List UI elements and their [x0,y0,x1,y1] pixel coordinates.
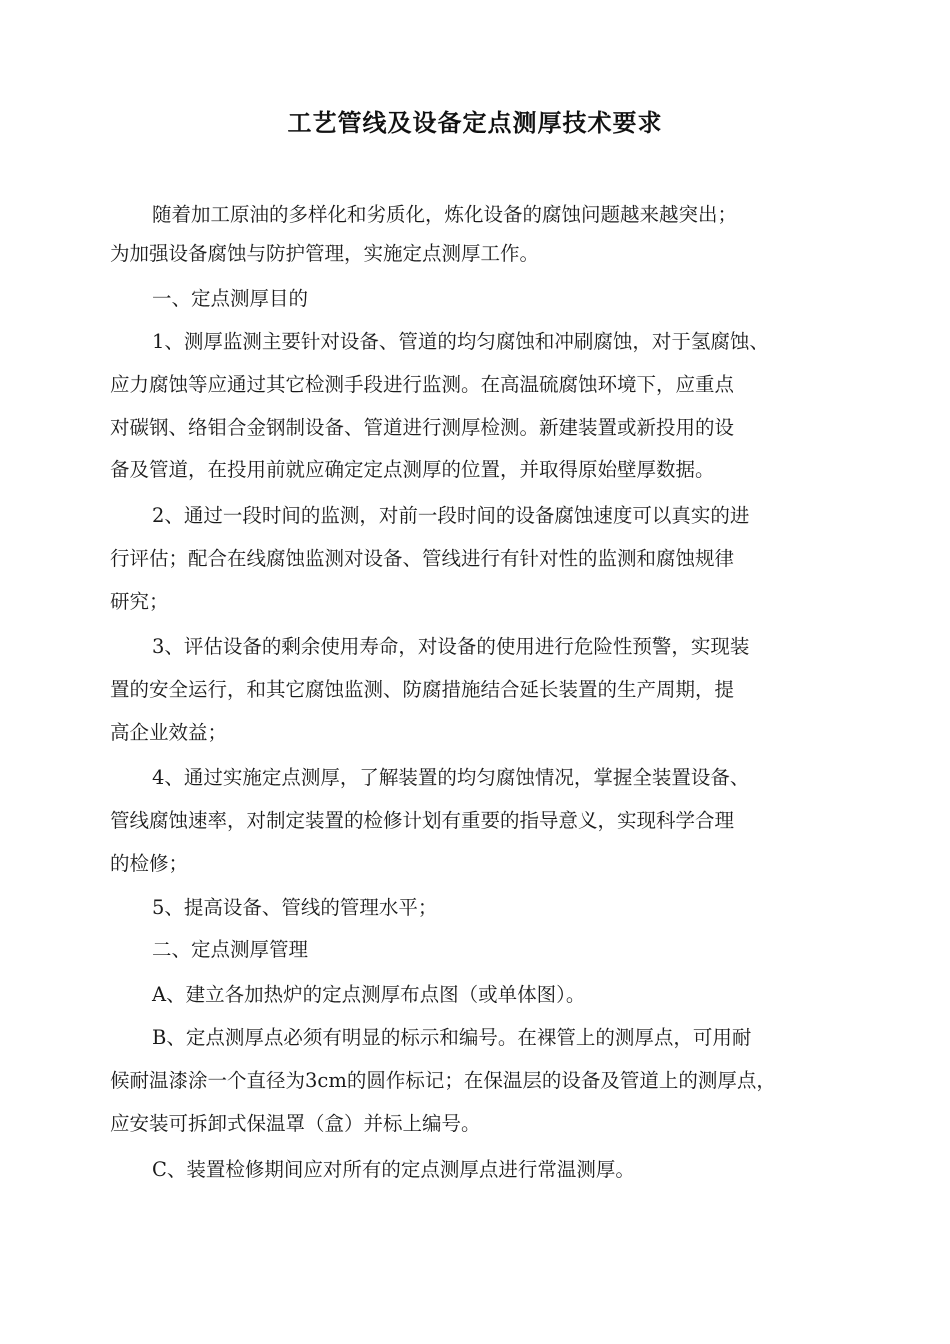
item-3-line-1: 3、评估设备的剩余使用寿命，对设备的使用进行危险性预警，实现装 [152,635,750,658]
item-1-line-2: 应力腐蚀等应通过其它检测手段进行监测。在高温硫腐蚀环境下，应重点 [110,373,735,396]
item-4-line-2: 管线腐蚀速率，对制定装置的检修计划有重要的指导意义，实现科学合理 [110,809,735,832]
item-c-line-1: C、装置检修期间应对所有的定点测厚点进行常温测厚。 [152,1158,635,1181]
item-a-line-1: A、建立各加热炉的定点测厚布点图（或单体图）。 [152,983,586,1006]
item-1-line-3: 对碳钢、络钼合金钢制设备、管道进行测厚检测。新建装置或新投用的设 [110,416,735,439]
item-2-line-3: 研究； [110,590,169,613]
item-1-line-1: 1、测厚监测主要针对设备、管道的均匀腐蚀和冲刷腐蚀，对于氢腐蚀、 [152,330,769,353]
item-4-line-3: 的检修； [110,852,189,875]
section-heading-purpose: 一、定点测厚目的 [152,287,309,310]
item-1-line-4: 备及管道，在投用前就应确定定点测厚的位置，并取得原始壁厚数据。 [110,458,715,481]
document-title: 工艺管线及设备定点测厚技术要求 [287,109,663,137]
item-b-line-3: 应安装可拆卸式保温罩（盒）并标上编号。 [110,1112,481,1135]
section-heading-management: 二、定点测厚管理 [152,938,309,961]
item-2-line-1: 2、通过一段时间的监测，对前一段时间的设备腐蚀速度可以真实的进 [152,504,750,527]
intro-line-2: 为加强设备腐蚀与防护管理，实施定点测厚工作。 [110,242,540,265]
item-b-line-1: B、定点测厚点必须有明显的标示和编号。在裸管上的测厚点，可用耐 [152,1026,752,1049]
item-3-line-3: 高企业效益； [110,721,228,744]
item-2-line-2: 行评估；配合在线腐蚀监测对设备、管线进行有针对性的监测和腐蚀规律 [110,547,735,570]
item-3-line-2: 置的安全运行，和其它腐蚀监测、防腐措施结合延长装置的生产周期，提 [110,678,735,701]
item-b-line-2: 候耐温漆涂一个直径为3cm的圆作标记；在保温层的设备及管道上的测厚点， [110,1069,776,1092]
intro-line-1: 随着加工原油的多样化和劣质化，炼化设备的腐蚀问题越来越突出； [152,203,738,226]
item-5-line-1: 5、提高设备、管线的管理水平； [152,896,438,919]
item-4-line-1: 4、通过实施定点测厚，了解装置的均匀腐蚀情况，掌握全装置设备、 [152,766,750,789]
